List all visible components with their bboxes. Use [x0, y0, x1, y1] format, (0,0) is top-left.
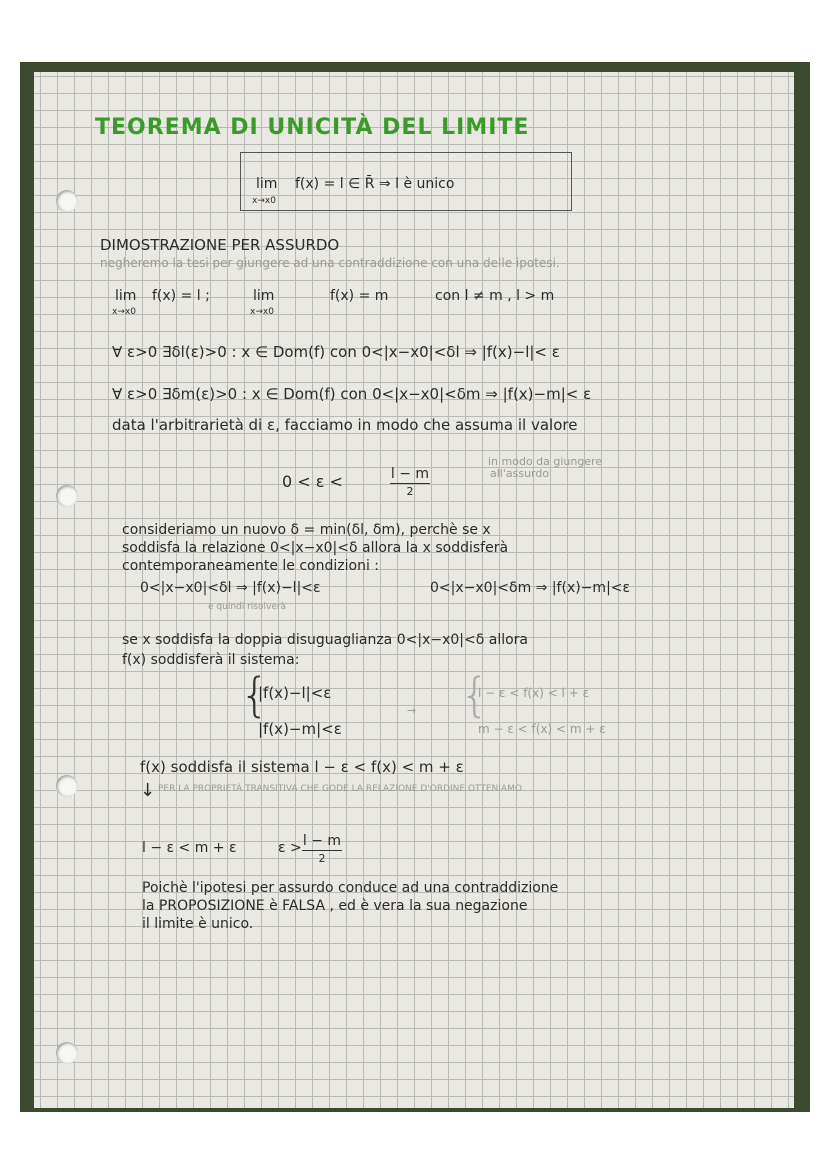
double-inequality-line: f(x) soddisferà il sistema: — [122, 652, 300, 668]
fraction — [302, 833, 342, 865]
fraction — [390, 466, 430, 498]
result-epsilon: ε > — [278, 840, 302, 856]
consider-line: soddisfa la relazione 0<|x−x0|<δ allora la x soddisferà — [122, 540, 509, 556]
condition-note: e quindi risolverà — [208, 602, 287, 612]
proof-note: negheremo la tesi per giungere ad una contraddizione con una delle ipotesi. — [100, 256, 560, 270]
limit-definition-m: ∀ ε>0 ∃δm(ε)>0 : x ∈ Dom(f) con 0<|x−x0|<δm ⇒ |f(x)−m|< ε — [112, 385, 592, 403]
binder-hole — [56, 775, 78, 797]
lim-label: lim — [256, 176, 278, 192]
system-brace: { — [240, 668, 270, 722]
conclusion-line: la PROPOSIZIONE è FALSA , ed è vera la sua negazione — [142, 898, 528, 914]
binder-hole — [56, 485, 78, 507]
binder-hole — [56, 1042, 78, 1064]
hypothesis-2: f(x) = m — [330, 288, 389, 304]
hypothesis-1: f(x) = l ; — [152, 288, 210, 304]
lim-subscript: x→x0 — [112, 307, 136, 317]
arbitrariness-text: data l'arbitrarietà di ε, facciamo in modo che assuma il valore — [112, 416, 578, 434]
proof-heading: DIMOSTRAZIONE PER ASSURDO — [100, 236, 340, 254]
hypothesis-condition: con l ≠ m , l > m — [435, 288, 555, 304]
condition-m: 0<|x−x0|<δm ⇒ |f(x)−m|<ε — [430, 580, 631, 596]
down-arrow-icon: ↓ — [140, 780, 156, 801]
lim-subscript: x→x0 — [252, 196, 276, 206]
limit-definition-l: ∀ ε>0 ∃δl(ε)>0 : x ∈ Dom(f) con 0<|x−x0|<δl ⇒ |f(x)−l|< ε — [112, 343, 560, 361]
double-inequality-line: se x soddisfa la doppia disuguaglianza 0<|x−x0|<δ allora — [122, 632, 528, 648]
lim-label: lim — [253, 288, 275, 304]
side-note: in modo da giungere — [488, 455, 603, 468]
numerator: l − m — [390, 466, 430, 482]
system-eq-2: |f(x)−m|<ε — [258, 720, 342, 738]
numerator: l − m — [302, 833, 342, 849]
side-note: all'assurdo — [490, 467, 550, 480]
system-eq-1-expanded: l − ε < f(x) < l + ε — [478, 686, 590, 700]
transitive-note: PER LA PROPRIETÀ TRANSITIVA CHE GODE LA RELAZIONE D'ORDINE OTTENIAMO — [158, 784, 522, 794]
theorem-statement: f(x) = l ∈ R̄ ⇒ l è unico — [295, 176, 455, 192]
denominator: 2 — [318, 852, 326, 865]
consider-line: contemporaneamente le condizioni : — [122, 558, 380, 574]
denominator: 2 — [406, 485, 414, 498]
lim-label: lim — [115, 288, 137, 304]
implies-arrow: → — [407, 704, 417, 717]
conclusion-line: il limite è unico. — [142, 916, 254, 932]
satisfies-line: f(x) soddisfa il sistema l − ε < f(x) < m + ε — [140, 758, 464, 776]
consider-line: consideriamo un nuovo δ = min(δl, δm), perchè se x — [122, 522, 491, 538]
system-brace: { — [460, 668, 490, 722]
result-inequality: l − ε < m + ε — [142, 840, 237, 856]
binder-hole — [56, 190, 78, 212]
conclusion-line: Poichè l'ipotesi per assurdo conduce ad una contraddizione — [142, 880, 559, 896]
lim-subscript: x→x0 — [250, 307, 274, 317]
page-title: TEOREMA DI UNICITÀ DEL LIMITE — [95, 115, 530, 140]
condition-l: 0<|x−x0|<δl ⇒ |f(x)−l|<ε — [140, 580, 321, 596]
system-eq-1: |f(x)−l|<ε — [258, 684, 332, 702]
epsilon-choice: 0 < ε < — [282, 472, 343, 491]
system-eq-2-expanded: m − ε < f(x) < m + ε — [478, 722, 606, 736]
